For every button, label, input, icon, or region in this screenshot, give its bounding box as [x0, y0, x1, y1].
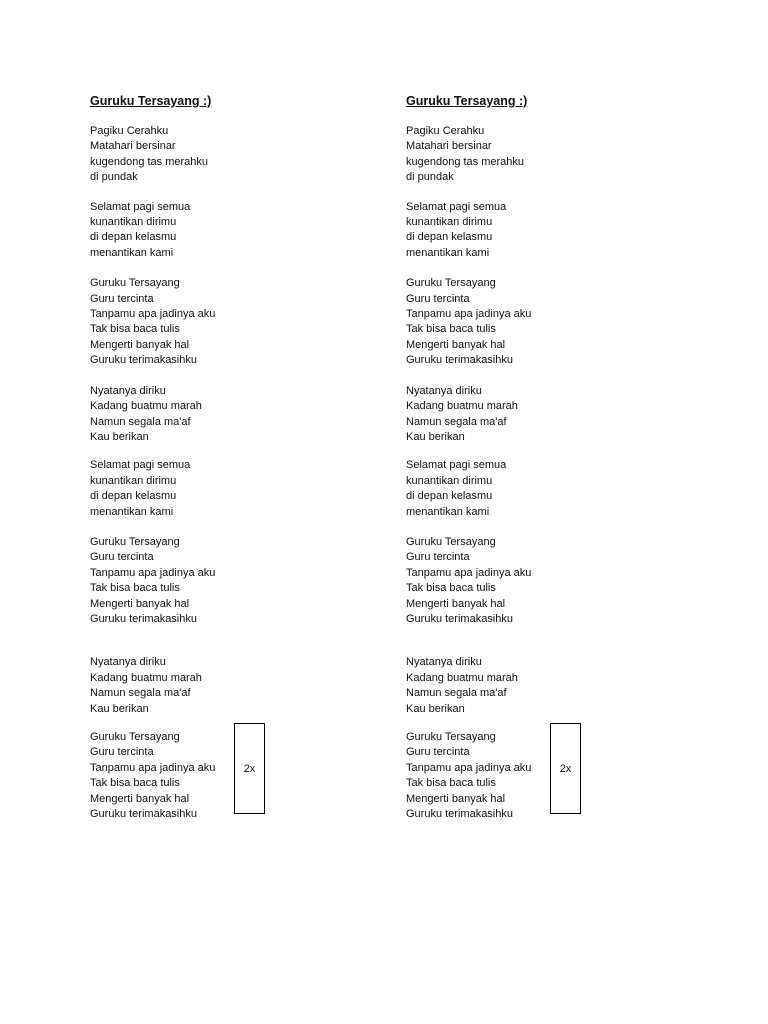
lyric-line: kunantikan dirimu — [90, 474, 177, 487]
stanza — [406, 276, 706, 368]
lyric-line: Tak bisa baca tulis — [406, 582, 496, 595]
lyric-line: Mengerti banyak hal — [90, 338, 190, 351]
lyric-line: Guruku Tersayang — [90, 731, 180, 743]
lyric-line: menantikan kami — [90, 505, 174, 518]
stanza — [406, 730, 706, 822]
lyric-line: Tanpamu apa jadinya aku — [90, 761, 216, 774]
lyric-line: di pundak — [90, 171, 138, 184]
lyric-line: menantikan kami — [406, 246, 490, 259]
lyric-line: Kau berikan — [90, 430, 149, 443]
lyric-line: Tanpamu apa jadinya aku — [406, 308, 532, 321]
stanza — [406, 200, 706, 262]
lyric-line: Kau berikan — [90, 702, 149, 715]
lyric-line: Nyatanya diriku — [90, 384, 166, 397]
lyric-line: Guru tercinta — [406, 292, 470, 305]
lyric-line: Kadang buatmu marah — [406, 400, 518, 413]
stanza — [406, 384, 706, 446]
lyric-line: Pagiku Cerahku — [90, 125, 169, 137]
lyric-line: Namun segala ma'af — [406, 415, 507, 428]
lyric-line: Tak bisa baca tulis — [90, 323, 180, 336]
lyric-line: Matahari bersinar — [90, 140, 176, 153]
lyric-line: Mengerti banyak hal — [406, 597, 506, 610]
stanza — [90, 200, 390, 262]
stanza — [90, 458, 390, 520]
lyric-line: Nyatanya diriku — [406, 384, 482, 397]
lyric-line: Mengerti banyak hal — [90, 597, 190, 610]
lyric-line: Kau berikan — [406, 430, 465, 443]
lyric-line: di depan kelasmu — [406, 490, 493, 503]
lyric-line: Namun segala ma'af — [90, 687, 191, 700]
lyric-line: kunantikan dirimu — [406, 474, 493, 487]
stanza — [90, 124, 390, 186]
lyric-line: Guruku terimakasihku — [90, 612, 197, 625]
lyric-line: Guruku Tersayang — [406, 277, 496, 290]
lyric-line: Guruku Tersayang — [90, 277, 180, 290]
lyric-line: Guru tercinta — [90, 292, 154, 305]
lyric-line: kunantikan dirimu — [406, 216, 493, 229]
stanza — [90, 535, 390, 627]
lyric-line: di pundak — [406, 171, 454, 184]
lyric-line: Guruku terimakasihku — [406, 612, 513, 625]
lyric-line: Namun segala ma'af — [406, 687, 507, 700]
lyric-line: kugendong tas merahku — [90, 155, 209, 168]
lyric-line: Tak bisa baca tulis — [90, 777, 180, 790]
lyric-line: Kadang buatmu marah — [90, 671, 202, 684]
lyric-line: Selamat pagi semua — [406, 459, 507, 472]
stanza — [406, 655, 706, 717]
lyric-line: Guruku terimakasihku — [406, 808, 513, 821]
song-title: Guruku Tersayang :) — [406, 94, 528, 108]
lyric-line: Guruku Tersayang — [406, 731, 496, 743]
lyric-line: Pagiku Cerahku — [406, 125, 485, 137]
lyrics-column-right — [406, 92, 706, 822]
lyric-line: Guru tercinta — [406, 746, 470, 759]
lyric-line: Guruku terimakasihku — [90, 808, 197, 821]
stanza — [406, 535, 706, 627]
stanza — [406, 124, 706, 186]
lyric-line: menantikan kami — [406, 505, 490, 518]
stanza — [406, 458, 706, 520]
lyric-line: di depan kelasmu — [90, 490, 177, 503]
stanza — [90, 276, 390, 368]
lyric-line: Nyatanya diriku — [406, 656, 482, 669]
lyric-line: Nyatanya diriku — [90, 656, 166, 669]
lyric-line: kugendong tas merahku — [406, 155, 525, 168]
lyric-line: Mengerti banyak hal — [90, 792, 190, 805]
stanza — [90, 384, 390, 446]
lyric-line: Kadang buatmu marah — [406, 671, 518, 684]
lyric-line: Guruku terimakasihku — [90, 354, 197, 367]
lyric-line: di depan kelasmu — [90, 231, 177, 244]
lyric-line: Mengerti banyak hal — [406, 338, 506, 351]
lyric-line: Tak bisa baca tulis — [406, 323, 496, 336]
lyric-line: Guruku Tersayang — [90, 535, 180, 548]
lyric-line: di depan kelasmu — [406, 231, 493, 244]
lyric-line: Namun segala ma'af — [90, 415, 191, 428]
repeat-marker-box: 2x — [550, 723, 581, 814]
lyric-line: Mengerti banyak hal — [406, 792, 506, 805]
lyric-line: Tak bisa baca tulis — [90, 582, 180, 595]
lyrics-column-left — [90, 92, 390, 822]
lyric-line: Tanpamu apa jadinya aku — [406, 761, 532, 774]
lyric-line: Tanpamu apa jadinya aku — [90, 308, 216, 321]
lyric-line: Selamat pagi semua — [406, 200, 507, 213]
repeat-marker-box: 2x — [234, 723, 265, 814]
lyric-line: Guru tercinta — [406, 551, 470, 564]
lyric-line: Guru tercinta — [90, 746, 154, 759]
lyric-line: Kadang buatmu marah — [90, 400, 202, 413]
lyric-line: Selamat pagi semua — [90, 200, 191, 213]
lyric-line: Tanpamu apa jadinya aku — [90, 566, 216, 579]
lyric-line: Guruku Tersayang — [406, 535, 496, 548]
lyric-line: Tanpamu apa jadinya aku — [406, 566, 532, 579]
stanza — [90, 730, 390, 822]
lyric-line: Matahari bersinar — [406, 140, 492, 153]
lyric-line: Selamat pagi semua — [90, 459, 191, 472]
lyric-line: menantikan kami — [90, 246, 174, 259]
stanza — [90, 655, 390, 717]
lyric-line: Tak bisa baca tulis — [406, 777, 496, 790]
lyric-line: Guru tercinta — [90, 551, 154, 564]
lyric-line: Guruku terimakasihku — [406, 354, 513, 367]
song-title: Guruku Tersayang :) — [90, 94, 212, 108]
lyric-line: kunantikan dirimu — [90, 216, 177, 229]
lyric-line: Kau berikan — [406, 702, 465, 715]
